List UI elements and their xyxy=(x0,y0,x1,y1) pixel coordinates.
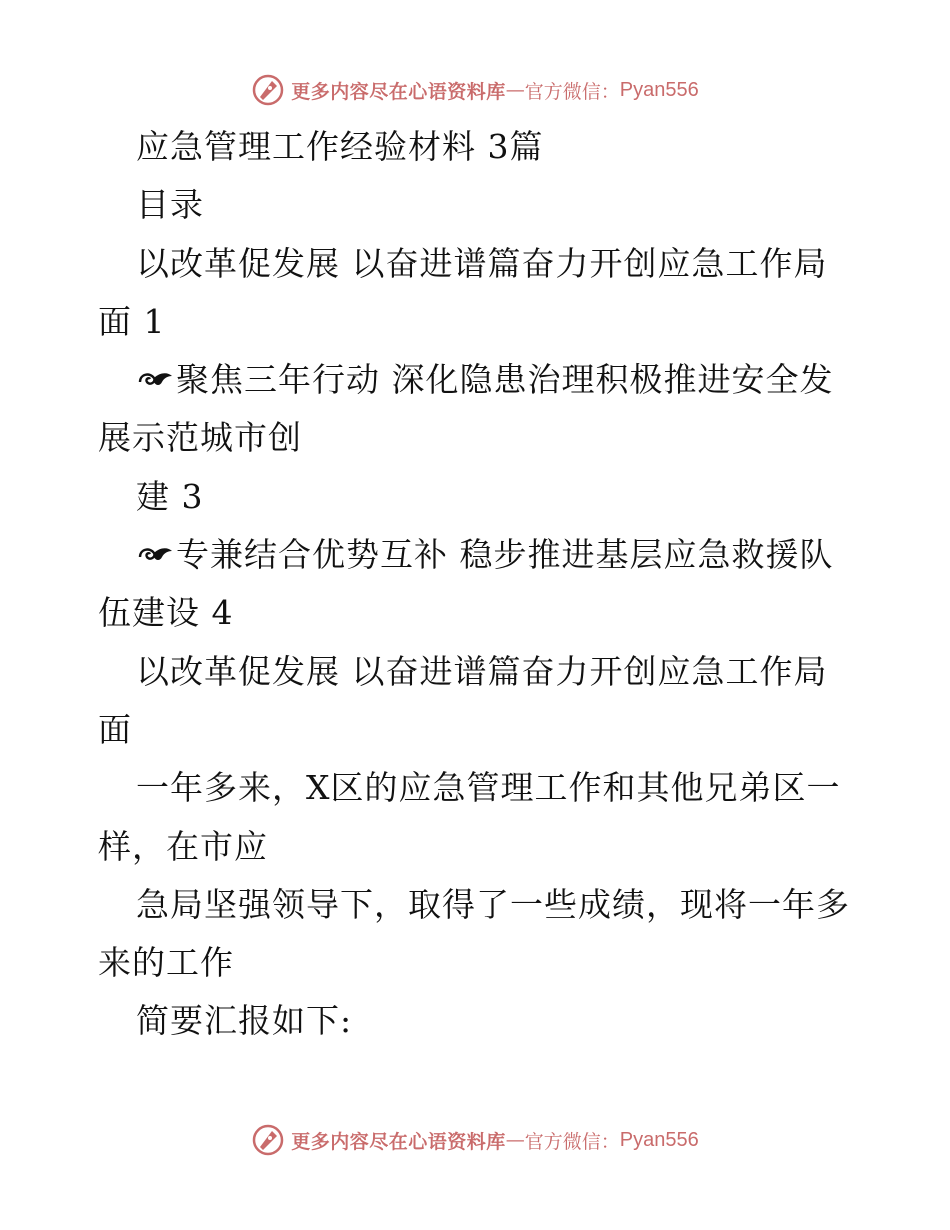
toc-entry-2-text: 聚焦三年行动 深化隐患治理积极推进安全发 xyxy=(176,360,834,400)
banner-wechat-label: 官方微信： xyxy=(524,80,620,103)
toc-entry-2-line-3: 建 3 xyxy=(136,476,204,516)
toc-entry-3-line-1 xyxy=(98,526,858,584)
footer-banner xyxy=(0,1120,950,1160)
toc-entry-3-line-2: 伍建设 4 xyxy=(98,593,234,633)
banner-wechat-id: Pyan556 xyxy=(619,78,699,101)
header-banner xyxy=(0,70,950,110)
section-title-line-2: 面 xyxy=(98,709,132,749)
pen-nib-logo-icon xyxy=(251,1123,285,1157)
pen-nib-logo-icon xyxy=(251,73,285,107)
toc-entry-2-line-2: 展示范城市创 xyxy=(98,418,302,458)
toc-entry-1-line-1: 以改革促发展 以奋进谱篇奋力开创应急工作局 xyxy=(136,243,828,283)
banner-dash: — xyxy=(505,1129,525,1151)
fleuron-icon xyxy=(136,364,176,394)
paragraph-3-line-1: 简要汇报如下: xyxy=(136,1001,353,1041)
banner-dash: — xyxy=(505,79,525,101)
document-body xyxy=(98,118,858,1051)
banner-wechat-label: 官方微信： xyxy=(524,1130,620,1153)
banner-wechat-id: Pyan556 xyxy=(619,1128,699,1151)
paragraph-1-line-2: 样，在市应 xyxy=(98,826,268,866)
toc-entry-1-line-2: 面 1 xyxy=(98,301,166,341)
toc-entry-3-text: 专兼结合优势互补 稳步推进基层应急救援队 xyxy=(176,535,834,575)
document-title: 应急管理工作经验材料 3篇 xyxy=(136,127,544,166)
paragraph-1-line-1: 一年多来，X区的应急管理工作和其他兄弟区一 xyxy=(136,768,841,808)
toc-heading: 目录 xyxy=(136,185,204,225)
banner-main-text: 更多内容尽在心语资料库 xyxy=(291,1130,506,1153)
paragraph-2-line-1: 急局坚强领导下，取得了一些成绩，现将一年多 xyxy=(136,884,850,924)
banner-main-text: 更多内容尽在心语资料库 xyxy=(291,80,506,103)
toc-entry-2-line-1 xyxy=(98,351,858,409)
paragraph-2-line-2: 来的工作 xyxy=(98,943,234,983)
section-title-line-1: 以改革促发展 以奋进谱篇奋力开创应急工作局 xyxy=(136,651,828,691)
fleuron-icon xyxy=(136,539,176,569)
